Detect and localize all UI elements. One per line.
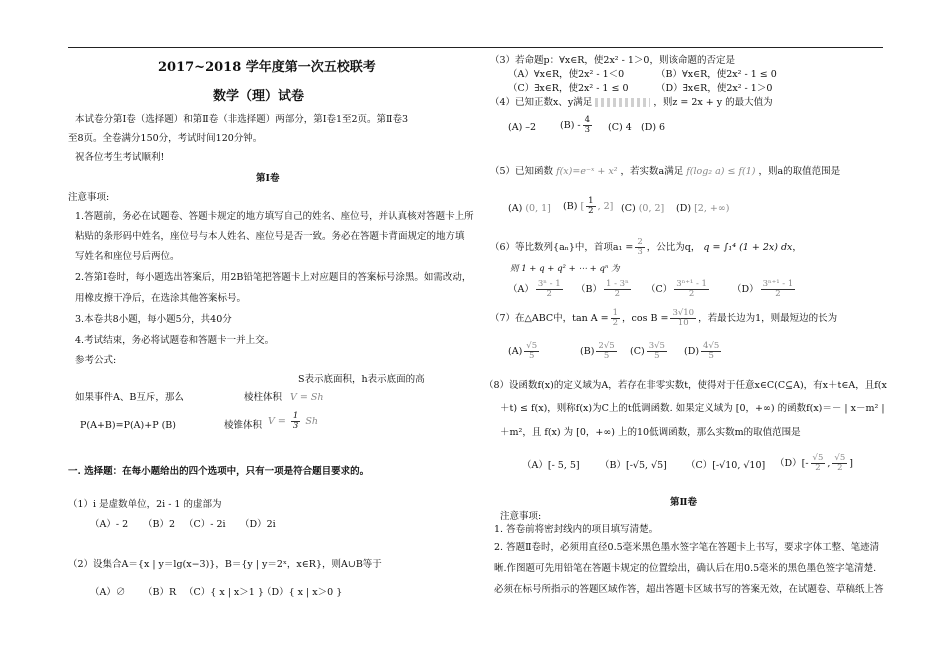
q8-line-3: ＋m²，且 f(x) 为 [0，+∞) 上的10低调函数，那么实数m的取值范围是 <box>500 427 801 438</box>
note-line: 2.答第Ⅰ卷时，每小题选出答案后，用2B铅笔把答题卡上对应题目的答案标号涂黑。如需改动， <box>75 272 472 283</box>
q7-option-b: (B) $\frac{2√5}{5}$ <box>580 341 615 361</box>
note-line: 粘贴的条形码中姓名，座位号与本人姓名、座位号是否一致。务必在答题卡背面规定的地方填 <box>75 231 465 242</box>
part1-heading: 第Ⅰ卷 <box>256 173 280 184</box>
q5-option-b: (B) [ $\frac{1}{2}$ , 2] <box>563 196 614 216</box>
q7-option-d: (D) $\frac{4√5}{5}$ <box>684 341 720 361</box>
q5-option-c: (C) (0, 2] <box>621 203 665 214</box>
q8-option-a: （A）[- 5, 5] <box>522 460 580 471</box>
q8-option-c: （C）[-√10, √10] <box>686 460 766 471</box>
part2-note: 晰.作图题可先用铅笔在答题卡规定的位置绘出，确认后在用0.5毫米的黑色墨色签字笔清楚. <box>494 563 877 574</box>
constraint-system-image <box>595 98 650 107</box>
q8-option-b: （B）[-√5, √5] <box>600 460 667 471</box>
q7-stem: （7）在△ABC中，tan A = $\frac{1}{2}$ ，cos B = $\frac{3√10}{10}$ ，若最长边为1，则最短边的长为 <box>490 308 838 328</box>
q5-option-a: (A) (0, 1] <box>508 203 551 214</box>
q2-stem: （2）设集合A＝{x | y＝lg(x−3)}，B＝{y | y＝2ˣ，x∈R}，则A∪B等于 <box>68 559 382 570</box>
q2-option-c: （C）{ x | x＞1 } <box>184 587 264 598</box>
q6-option-d: （D） $\frac{\text{3ⁿ⁺¹ - 1}}{2}$ <box>732 279 794 299</box>
formula-title: 参考公式: <box>75 355 117 366</box>
top-rule <box>68 47 883 48</box>
q6-stem: （6）等比数列{aₙ}中，首项a₁ = $\frac{2}{3}$ ，公比为q， q = ∫₁⁴ (1 + 2x) dx， <box>490 237 802 257</box>
q2-option-b: （B）R <box>143 587 177 598</box>
q7-option-c: (C) $\frac{3√5}{5}$ <box>630 341 665 361</box>
q3-option-d: （D）∃x∈R，使2x² - 1＞0 <box>656 83 773 94</box>
exam-title: 2017~2018 学年度第一次五校联考 <box>158 60 376 75</box>
part2-heading: 第Ⅱ卷 <box>670 497 698 508</box>
q8-line-2: ＋t) ≤ f(x)，则称f(x)为C上的t低调函数. 如果定义域为 [0，+∞) 的函数f(x)＝－ | x－m² | <box>500 403 885 414</box>
probability-formula: P(A+B)=P(A)+P (B) <box>80 420 176 431</box>
q7-option-a: (A) $\frac{√5}{5}$ <box>508 341 538 361</box>
q4-stem: （4）已知正数x、y满足 ，则z = 2x + y 的最大值为 <box>490 97 773 108</box>
prism-label: 棱柱体积 <box>244 392 283 403</box>
q1-option-a: （A）- 2 <box>90 519 129 530</box>
q1-option-c: （C）- 2i <box>184 519 226 530</box>
q2-option-a: （A）∅ <box>90 587 126 598</box>
part1-notes-title: 注意事项: <box>68 192 110 203</box>
q1-option-d: （D）2i <box>240 519 276 530</box>
intro-line-1: 本试卷分第Ⅰ卷（选择题）和第Ⅱ卷（非选择题）两部分，第Ⅰ卷1至2页。第Ⅱ卷3 <box>75 114 409 125</box>
pyramid-formula: V = $\frac{1}{3}$ Sh <box>268 411 318 431</box>
part2-note: 1. 答卷前将密封线内的项目填写清楚。 <box>494 524 659 535</box>
intro-line-3: 祝各位考生考试顺利! <box>75 152 165 163</box>
q5-stem: （5）已知函数 f(x)=e⁻ˣ + x² ，若实数a满足 f(log₂ a) ≤ f(1) ，则a的取值范围是 <box>490 166 841 177</box>
q6-option-c: （C） $\frac{\text{3ⁿ⁺¹ - 1}}{2}$ <box>646 279 707 299</box>
q5-option-d: (D) [2, +∞) <box>676 203 730 214</box>
part2-notes-title: 注意事项: <box>500 511 542 522</box>
part2-note: 2. 答题Ⅱ卷时，必须用直径0.5毫米黑色墨水签字笔在答题卡上书写，要求字体工整、笔迹清 <box>494 542 880 553</box>
q6-option-a: （A） $\frac{\text{3ⁿ - 1}}{2}$ <box>508 279 561 299</box>
q4-option-a: (A) –2 <box>508 122 537 133</box>
q4-option-d: (D) 6 <box>641 122 666 133</box>
q4-option-b: (B) - $\frac{4}{3}$ <box>560 115 591 135</box>
note-line: 写姓名和座位号后两位。 <box>75 251 180 262</box>
section-heading: 一. 选择题：在每小题给出的四个选项中，只有一项是符合题目要求的。 <box>68 466 370 477</box>
q4-option-c: (C) 4 <box>608 122 632 133</box>
prism-formula: V = Sh <box>290 392 324 403</box>
q1-option-b: （B）2 <box>143 519 176 530</box>
q1-stem: （1）i 是虚数单位，2i - 1 的虚部为 <box>68 499 222 510</box>
note-line: 用橡皮擦干净后，在选涂其他答案标号。 <box>75 293 247 304</box>
note-line: 1.答题前，务必在试题卷、答题卡规定的地方填写自己的姓名、座位号，并认真核对答题卡上所 <box>75 211 474 222</box>
q6-option-b: （B） $\frac{\text{1 - 3ⁿ}}{2}$ <box>576 279 629 299</box>
q6-line2: 则 1 + q + q² + ⋯ + qⁿ 为 <box>510 264 620 274</box>
note-line: 4.考试结束，务必将试题卷和答题卡一并上交。 <box>75 335 275 346</box>
q2-option-d: （D）{ x | x＞0 } <box>262 587 343 598</box>
q3-stem: （3）若命题p：∀x∈R，使2x² - 1＞0，则该命题的否定是 <box>490 55 735 66</box>
formula-note: S表示底面积，h表示底面的高 <box>298 374 425 385</box>
part2-note: 必须在标号所指示的答题区域作答，超出答题卡区域书写的答案无效，在试题卷、草稿纸上答 <box>494 584 884 595</box>
q3-option-a: （A）∀x∈R，使2x² - 1＜0 <box>508 69 625 80</box>
intro-line-2: 至8页。全卷满分150分，考试时间120分钟。 <box>68 133 263 144</box>
pyramid-label: 棱锥体积 <box>224 420 263 431</box>
q8-line-1: （8）设函数f(x)的定义域为A，若存在非零实数t，使得对于任意x∈C(C⊆A)，有x＋t∈A，且f(x <box>484 380 887 391</box>
note-line: 3.本卷共8小题，每小题5分，共40分 <box>75 314 232 325</box>
q3-option-c: （C）∃x∈R，使2x² - 1 ≤ 0 <box>508 83 629 94</box>
exam-subtitle: 数学（理）试卷 <box>213 89 305 104</box>
q8-option-d: （D）[- $\frac{√5}{2}$ , $\frac{√5}{2}$ ] <box>775 453 853 473</box>
formula-exclusive: 如果事件A、B互斥，那么 <box>75 392 184 403</box>
q3-option-b: （B）∀x∈R，使2x² - 1 ≤ 0 <box>656 69 777 80</box>
